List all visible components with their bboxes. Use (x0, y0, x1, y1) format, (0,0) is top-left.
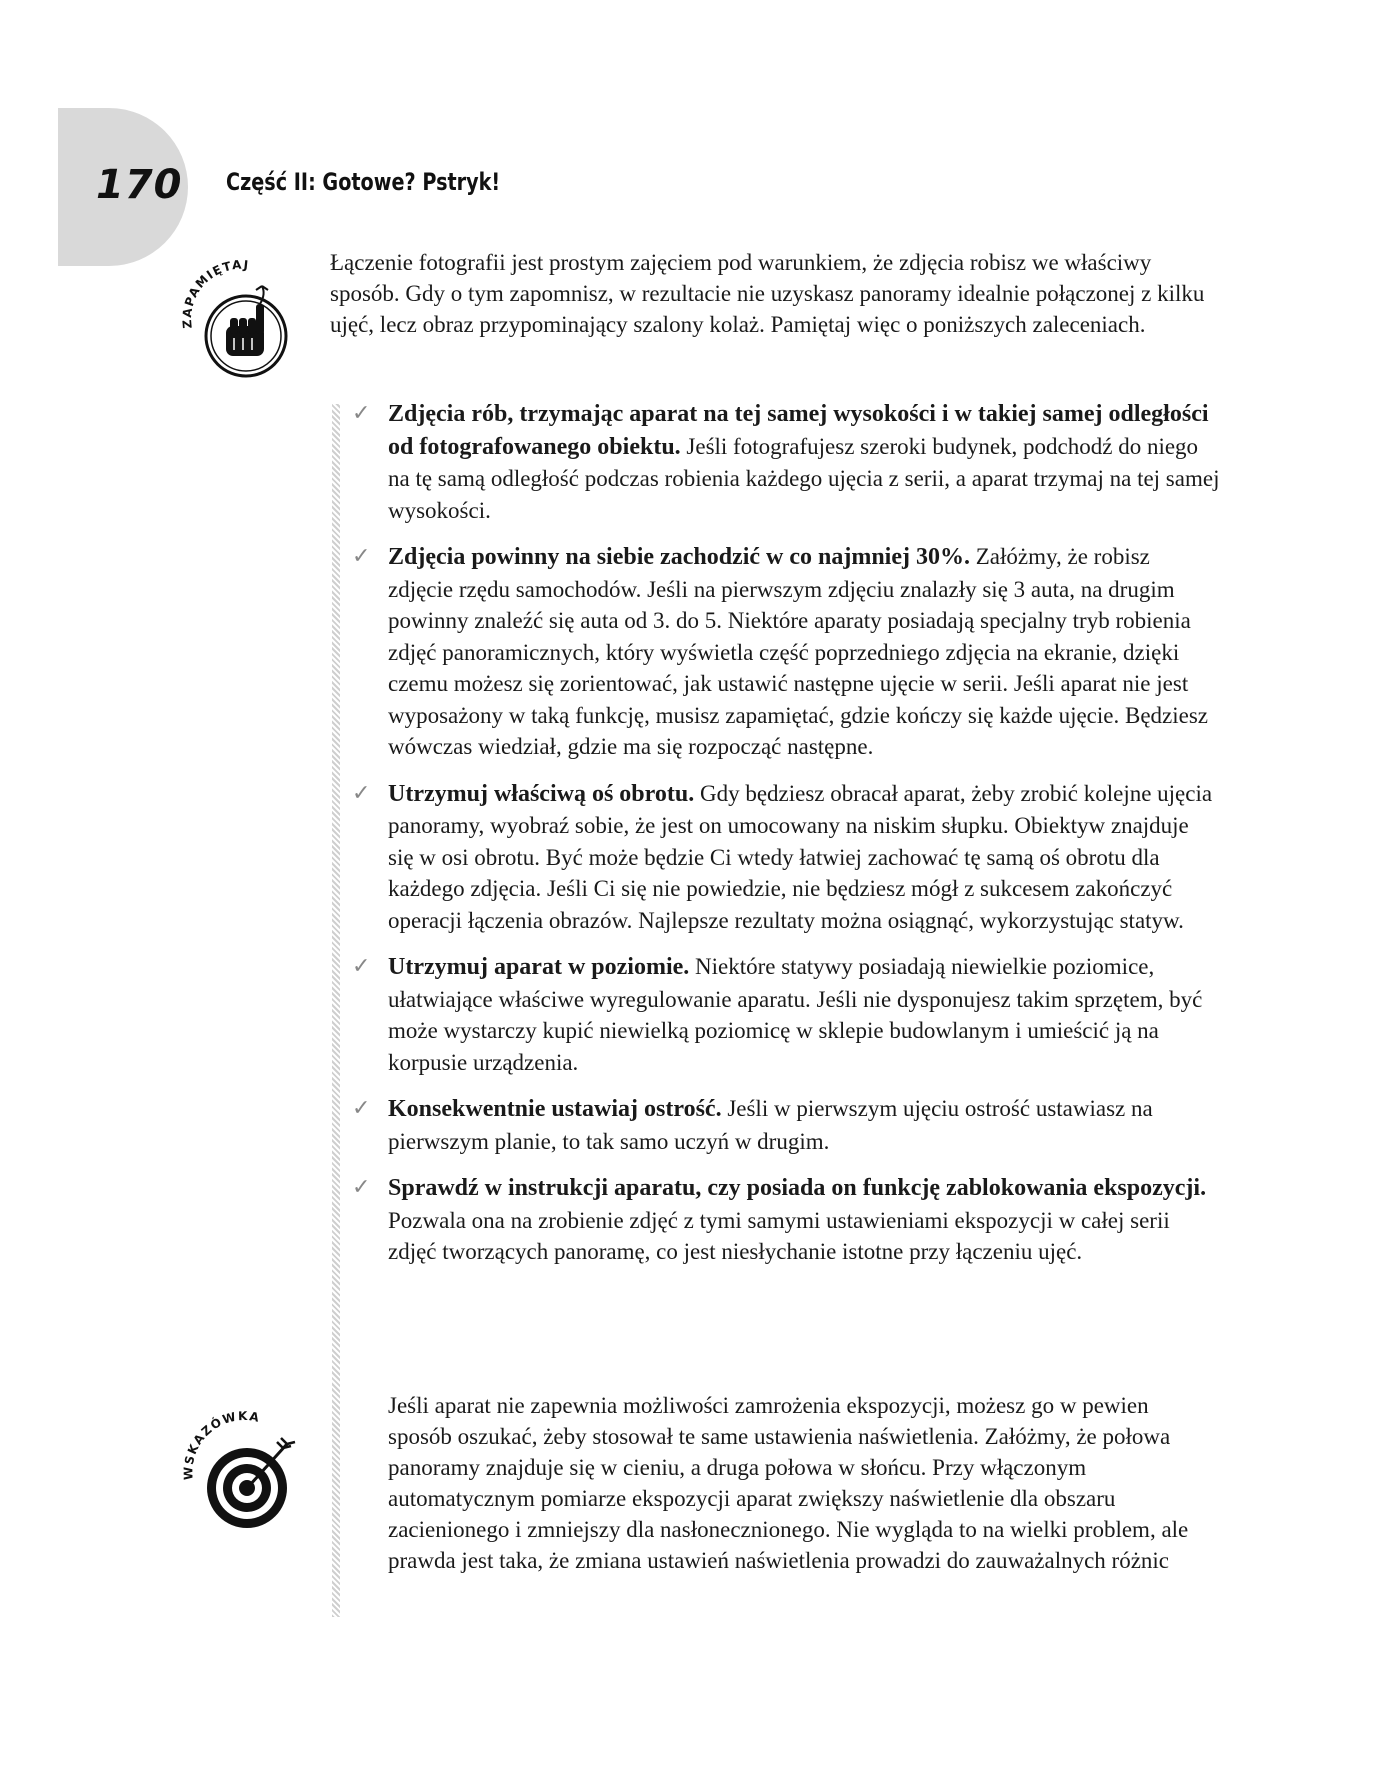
tip-target-icon (165, 1388, 315, 1538)
checkmark-icon: ✓ (352, 954, 371, 979)
running-head: Część II: Gotowe? Pstryk! (226, 168, 501, 196)
list-item-lead: Zdjęcia powinny na siebie zachodzić w co najmniej 30%. (388, 544, 970, 570)
tip-paragraph: Jeśli aparat nie zapewnia możliwości zamrożenia ekspozycji, możesz go w pewien sposób oszukać, żeby stosował te same ustawienia naświetlenia. Załóżmy, że połowa panoramy znajduje się w cieniu, a druga połowa w słońcu. Przy włączonym automatycznym pomiarze ekspozycji aparat zwiększy naświetlenie dla obszaru zacienionego i zmniejszy dla nasłonecznionego. Nie wygląda to na wielki problem, ale prawda jest taka, że zmiana ustawień naświetlenia prowadzi do zauważalnych różnic (388, 1393, 1189, 1573)
checkmark-icon: ✓ (352, 544, 371, 569)
list-item (352, 951, 1220, 1078)
list-item-text: Załóżmy, że robisz zdjęcie rzędu samochodów. Jeśli na pierwszym zdjęciu znalazły się 3 auta, na drugim powinny znaleźć się auta od 3. do 5. Niektóre aparaty posiadają specjalny tryb robienia zdjęć panoramicznych, który wyświetla część poprzedniego zdjęcia na ekranie, dzięki czemu możesz się zorientować, jak ustawić następne ujęcie w serii. Jeśli aparat nie jest wyposażony w taką funkcję, musisz zapamiętać, gdzie kończy się każde ujęcie. Będziesz wówczas wiedział, gdzie ma się rozpocząć następne. (388, 544, 1208, 759)
list-item-lead: Sprawdź w instrukcji aparatu, czy posiada on funkcję zablokowania ekspozycji. (388, 1175, 1207, 1201)
list-item-text: Jeśli w pierwszym ujęciu ostrość ustawiasz na pierwszym planie, to tak samo uczyń w drugim. (388, 1096, 1153, 1154)
list-item (352, 778, 1220, 937)
list-item-lead: Zdjęcia rób, trzymając aparat na tej samej wysokości i w takiej samej odległości od fotografowanego obiektu. (388, 401, 1209, 460)
tip-icon-label: WSKAZÓWKA (181, 1408, 262, 1481)
list-item (352, 1172, 1220, 1268)
guidelines-list (352, 398, 1220, 1283)
page-number: 170 (96, 162, 183, 208)
checkmark-icon: ✓ (352, 780, 371, 806)
list-item (352, 541, 1220, 763)
list-item-lead: Utrzymuj aparat w poziomie. (388, 954, 690, 980)
checkmark-icon: ✓ (352, 1096, 371, 1121)
remember-hand-icon (170, 246, 310, 396)
list-item-text: Jeśli fotografujesz szeroki budynek, podchodź do niego na tę samą odległość podczas robienia każdego ujęcia z serii, a aparat trzymaj na tej samej wysokości. (388, 433, 1220, 523)
list-item-lead: Konsekwentnie ustawiaj ostrość. (388, 1096, 722, 1122)
list-item (352, 1093, 1220, 1157)
list-item-lead: Utrzymuj właściwą oś obrotu. (388, 780, 695, 807)
list-item-text: Gdy będziesz obracał aparat, żeby zrobić kolejne ujęcia panoramy, wyobraź sobie, że jest on umocowany na niskim słupku. Obiektyw znajduje się w osi obrotu. Być może będzie Ci wtedy łatwiej zachować tę samą oś obrotu dla każdego zdjęcia. Jeśli Ci się nie powiedzie, nie będziesz mógł z sukcesem zakończyć operacji łączenia obrazów. Najlepsze rezultaty można osiągnąć, wykorzystując statyw. (388, 780, 1213, 933)
remember-icon-label: ZAPAMIĘTAJ (179, 257, 251, 329)
list-item-text: Pozwala ona na zrobienie zdjęć z tymi samymi ustawieniami ekspozycji w całej serii zdjęć tworzących panoramę, co jest niesłychanie istotne przy łączeniu ujęć. (388, 1207, 1170, 1264)
intro-paragraph: Łączenie fotografii jest prostym zajęciem pod warunkiem, że zdjęcia robisz we właściwy sposób. Gdy o tym zapomnisz, w rezultacie nie uzyskasz panoramy idealnie połączonej z kilku ujęć, lecz obraz przypominający szalony kolaż. Pamiętaj więc o poniższych zaleceniach. (330, 250, 1205, 337)
list-item-text: Niektóre statywy posiadają niewielkie poziomice, ułatwiające właściwe wyregulowanie aparatu. Jeśli nie dysponujesz takim sprzętem, być może wystarczy kupić niewielką poziomicę w sklepie budowlanym i umieścić ją na korpusie urządzenia. (388, 954, 1203, 1075)
checkmark-icon: ✓ (352, 1175, 371, 1200)
bullet-sidebar-bar (332, 404, 340, 1617)
checkmark-icon: ✓ (352, 401, 371, 426)
list-item (352, 398, 1220, 526)
